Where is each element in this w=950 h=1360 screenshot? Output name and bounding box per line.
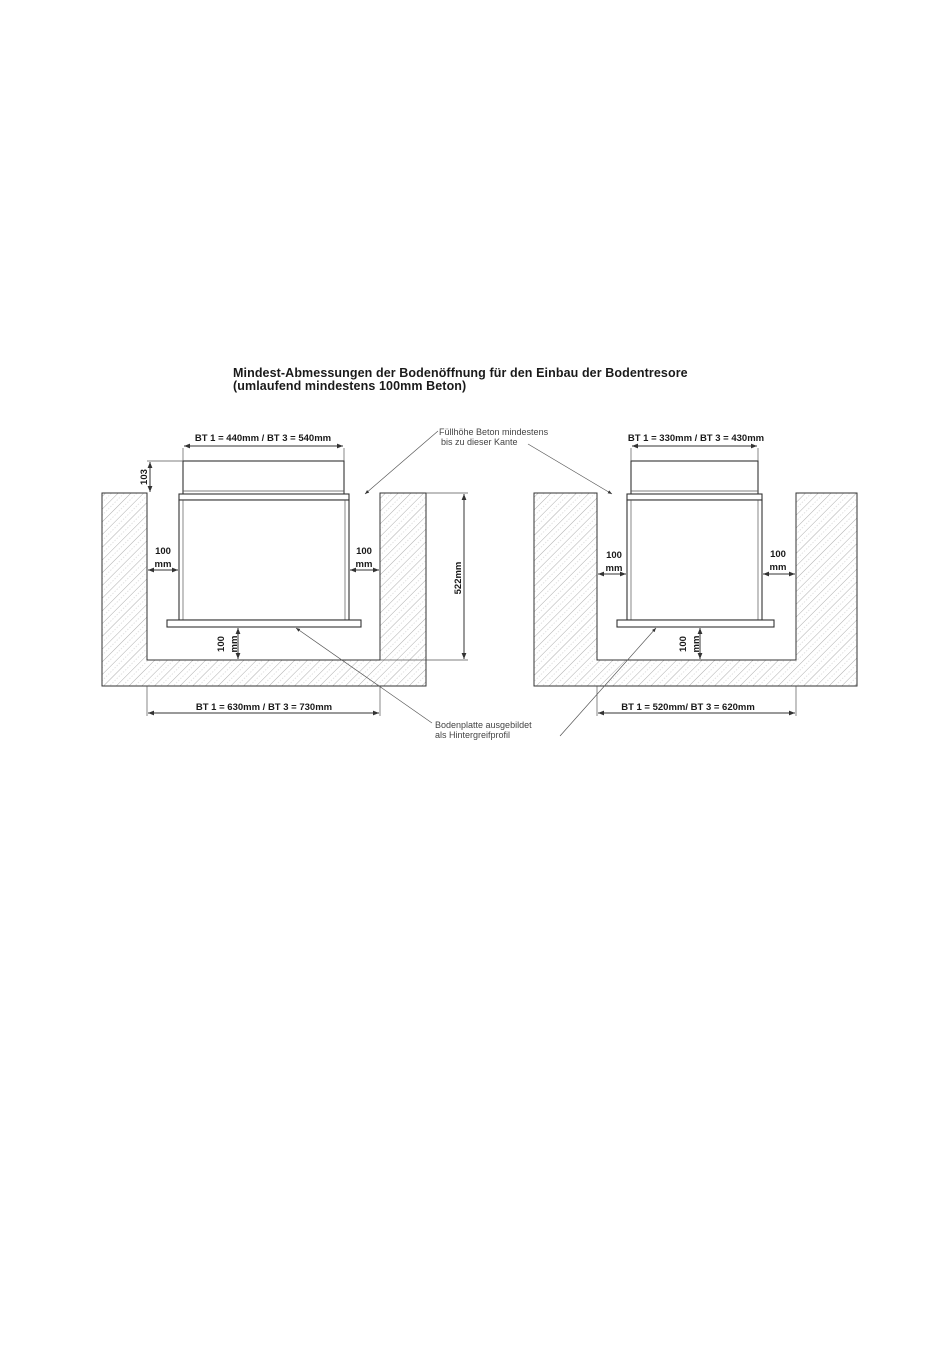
title-line-1: Mindest-Abmessungen der Bodenöffnung für den Einbau der Bodentresore <box>233 366 688 380</box>
left-base-plate <box>167 620 361 627</box>
left-drawing <box>102 433 468 716</box>
left-right-gap-value: 100 <box>356 546 372 557</box>
left-right-gap-unit: mm <box>355 559 373 570</box>
right-base-plate <box>617 620 774 627</box>
fill-height-note-line-2: bis zu dieser Kante <box>441 437 518 447</box>
right-bottom-gap-value: 100 <box>678 636 689 652</box>
fill-height-leader-left <box>365 431 438 494</box>
left-left-gap-unit: mm <box>154 559 172 570</box>
fill-height-note-line-1: Füllhöhe Beton mindestens <box>439 427 549 437</box>
left-bottom-gap-unit: mm <box>229 635 240 653</box>
right-left-gap-unit: mm <box>605 563 623 574</box>
right-right-gap-value: 100 <box>770 549 786 560</box>
annotations <box>296 427 656 740</box>
right-top-width-label: BT 1 = 330mm / BT 3 = 430mm <box>627 433 765 444</box>
left-bottom-width-label: BT 1 = 630mm / BT 3 = 730mm <box>195 702 333 713</box>
fill-height-leader-right <box>528 444 612 494</box>
right-left-gap-value: 100 <box>606 550 622 561</box>
right-safe-body <box>627 500 762 620</box>
left-overhang-label: 103 <box>139 469 150 485</box>
left-depth-label: 522mm <box>453 561 464 595</box>
left-left-gap-value: 100 <box>155 546 171 557</box>
right-safe-top <box>631 461 758 495</box>
base-plate-note-line-1: Bodenplatte ausgebildet <box>435 720 532 730</box>
right-drawing <box>534 433 857 716</box>
left-safe-collar <box>179 494 349 500</box>
right-safe-collar <box>627 494 762 500</box>
left-top-width-label: BT 1 = 440mm / BT 3 = 540mm <box>194 433 332 444</box>
left-safe-body <box>179 500 349 620</box>
right-bottom-gap-unit: mm <box>691 635 702 653</box>
right-right-gap-unit: mm <box>769 562 787 573</box>
base-plate-note-line-2: als Hintergreifprofil <box>435 730 511 740</box>
title-line-2: (umlaufend mindestens 100mm Beton) <box>233 379 467 393</box>
right-bottom-width-label: BT 1 = 520mm/ BT 3 = 620mm <box>621 702 755 713</box>
left-safe-top <box>183 461 344 495</box>
left-bottom-gap-value: 100 <box>216 636 227 652</box>
